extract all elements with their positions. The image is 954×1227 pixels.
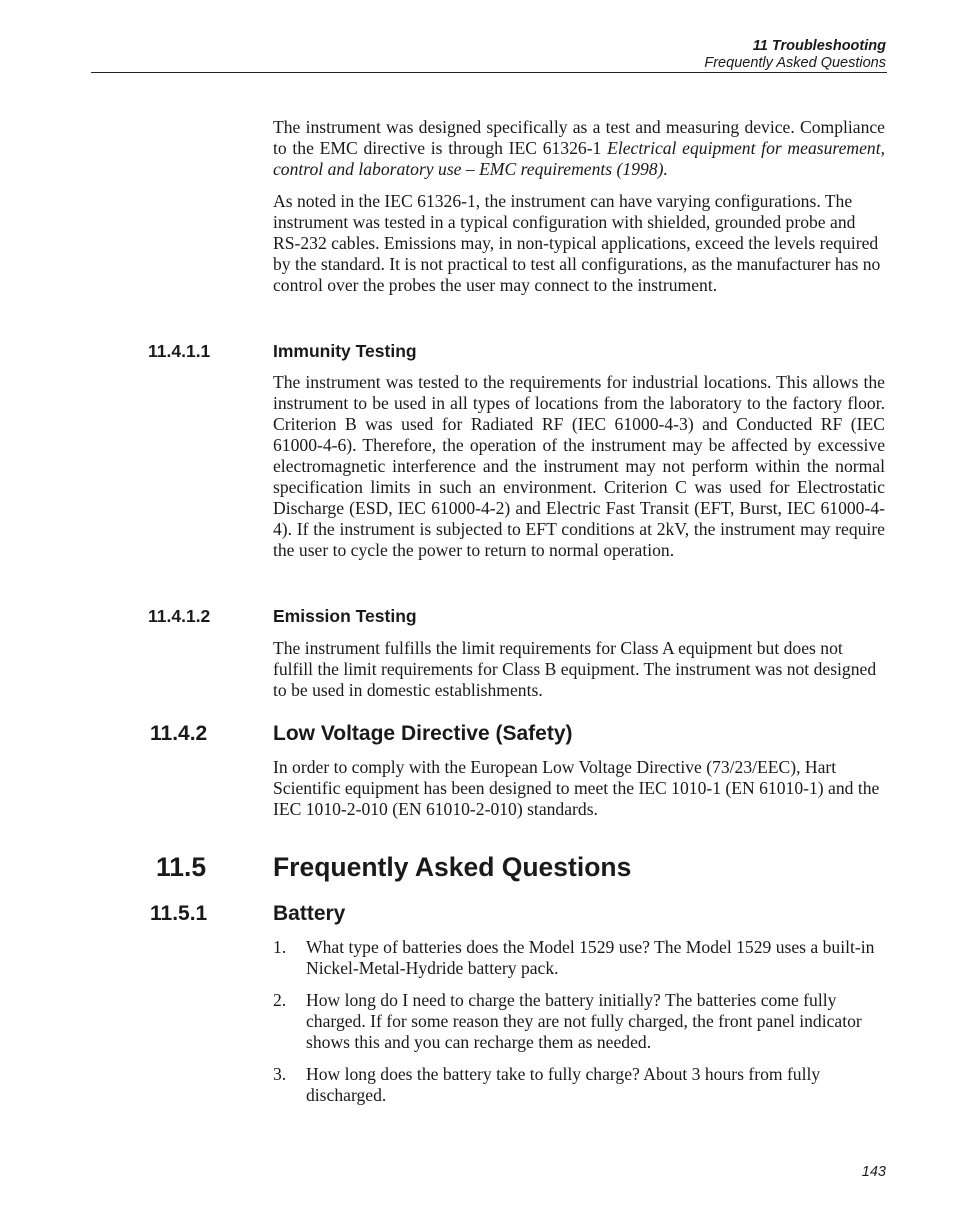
emission-body: The instrument fulfills the limit requirements for Class A equipment but does not fulfill the limit requirements for Class B equipment. The instrument was not designed to be used in domestic establishments. — [273, 638, 877, 700]
emc-paragraph-2: As noted in the IEC 61326-1, the instrument can have varying configurations. The instrument was tested in a typical configuration with shielded, grounded probe and RS-232 cables. Emissions may, in non-typical applications, exceed the levels required by the standard. It is not practical to test all configurations, as the manufacturer has no control over the probes the user may connect to the instrument. — [273, 191, 881, 295]
emission-heading-number: 11.4.1.2 — [148, 606, 211, 626]
page-number: 143 — [861, 1164, 886, 1180]
header-rule — [91, 72, 887, 73]
battery-heading-title: Battery — [273, 902, 346, 925]
running-header-chapter: 11 Troubleshooting — [752, 38, 886, 54]
running-header-section: Frequently Asked Questions — [704, 55, 886, 71]
battery-item-2-text: How long do I need to charge the battery initially? The batteries come fully charged. If for some reason they are not fully charged, the front panel indicator shows this and you can recharge them as needed. — [306, 990, 862, 1052]
battery-item-3-number: 3. — [273, 1064, 287, 1084]
battery-item-3-text: How long does the battery take to fully charge? About 3 hours from fully discharged. — [306, 1064, 821, 1105]
emc-paragraph-1 — [273, 117, 885, 180]
battery-heading-number: 11.5.1 — [150, 902, 208, 925]
battery-item-1-text: What type of batteries does the Model 1529 use? The Model 1529 uses a built-in Nickel-Metal-Hydride battery pack. — [306, 937, 875, 978]
lvd-heading-title: Low Voltage Directive (Safety) — [273, 722, 573, 745]
battery-item-1-number: 1. — [273, 937, 287, 957]
faq-heading-number: 11.5 — [156, 852, 207, 882]
lvd-heading-number: 11.4.2 — [150, 722, 208, 745]
emc-paragraph-1-text: The instrument was designed specifically as a test and measuring device. Compliance to the EMC directive is through IEC 61326-1 — [273, 117, 885, 158]
immunity-heading-title: Immunity Testing — [273, 341, 417, 361]
emission-heading-title: Emission Testing — [273, 606, 417, 626]
lvd-body: In order to comply with the European Low Voltage Directive (73/23/EEC), Hart Scientific equipment has been designed to meet the IEC 1010-1 (EN 61010-1) and the IEC 1010-2-010 (EN 61010-2-010) standards. — [273, 757, 880, 819]
faq-heading-title: Frequently Asked Questions — [273, 852, 632, 882]
immunity-body: The instrument was tested to the requirements for industrial locations. This allows the instrument to be used in all types of locations from the laboratory to the factory floor. Criterion B was used for Radiated RF (IEC 61000-4-3) and Conducted RF (IEC 61000-4-6). Therefore, the operation of the instrument may be affected by excessive electromagnetic interference and the instrument may not perform within the normal specification limits in such an environment. Criterion C was used for Electrostatic Discharge (ESD, IEC 61000-4-2) and Electric Fast Transit (EFT, Burst, IEC 61000-4-4). If the instrument is subjected to EFT conditions at 2kV, the instrument may require the user to cycle the power to return to normal operation. — [273, 372, 885, 560]
battery-item-2-number: 2. — [273, 990, 287, 1010]
immunity-heading-number: 11.4.1.1 — [148, 341, 211, 361]
emc-standard-title: Electrical equipment for measurement, control and laboratory use – EMC requirements (1998). — [273, 138, 885, 179]
